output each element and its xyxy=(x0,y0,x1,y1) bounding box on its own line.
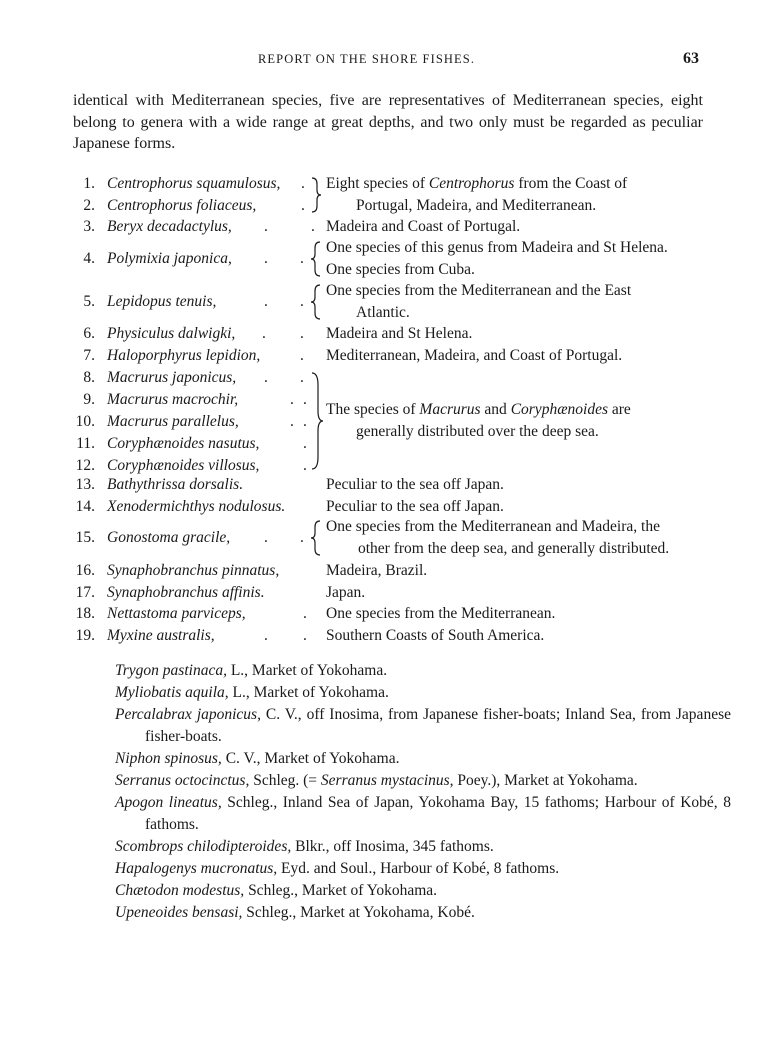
species-name: Coryphænoides nasutus, xyxy=(107,435,260,452)
distribution: One species of this genus from Madeira and St Helena. xyxy=(326,239,668,256)
distribution-continued: Portugal, Madeira, and Mediterranean. xyxy=(356,197,597,214)
species-name: Beryx decadactylus, xyxy=(107,218,232,235)
row-number: 16. xyxy=(75,562,95,579)
leader-dot: . xyxy=(300,369,304,386)
leader-dot: . xyxy=(300,250,304,267)
distribution: Southern Coasts of South America. xyxy=(326,627,545,644)
row-number: 1. xyxy=(83,175,95,192)
distribution: Madeira and St Helena. xyxy=(326,325,473,342)
leader-dot: . xyxy=(303,605,307,622)
leader-dot: . xyxy=(300,293,304,310)
list-item: Chætodon modestus, Schleg., Market of Yokohama. xyxy=(115,882,438,899)
distribution: One species from the Mediterranean. xyxy=(326,605,556,622)
list-item: Trygon pastinaca, L., Market of Yokohama. xyxy=(115,662,388,679)
leader-dot: . xyxy=(301,197,305,214)
distribution-continued: Atlantic. xyxy=(356,304,410,321)
leader-dot: . xyxy=(303,457,307,474)
distribution-continued: generally distributed over the deep sea. xyxy=(356,423,599,440)
row-number: 12. xyxy=(75,457,95,474)
species-name: Lepidopus tenuis, xyxy=(107,293,217,310)
species-name: Synaphobranchus affinis. xyxy=(107,584,265,601)
brace-close-icon xyxy=(310,176,322,214)
distribution: One species from the Mediterranean and the East xyxy=(326,282,632,299)
row-number: 19. xyxy=(75,627,95,644)
distribution: Madeira, Brazil. xyxy=(326,562,428,579)
leader-dot: . xyxy=(303,627,307,644)
distribution: Peculiar to the sea off Japan. xyxy=(326,476,504,493)
row-number: 10. xyxy=(75,413,95,430)
brace-open-icon xyxy=(310,283,322,321)
distribution: One species from Cuba. xyxy=(326,261,475,278)
row-number: 14. xyxy=(75,498,95,515)
species-name: Haloporphyrus lepidion, xyxy=(107,347,261,364)
species-name: Myxine australis, xyxy=(107,627,215,644)
row-number: 11. xyxy=(76,435,95,452)
leader-dot: . xyxy=(264,218,268,235)
distribution: Japan. xyxy=(326,584,366,601)
distribution: One species from the Mediterranean and Madeira, the xyxy=(326,518,660,535)
row-number: 8. xyxy=(83,369,95,386)
leader-dot: . xyxy=(290,413,294,430)
species-name: Bathythrissa dorsalis. xyxy=(107,476,244,493)
list-item: Scombrops chilodipteroides, Blkr., off Inosima, 345 fathoms. xyxy=(115,838,494,855)
list-item: Percalabrax japonicus, C. V., off Inosima, from Japanese fisher-boats; Inland Sea, from Japanese fisher-boats. xyxy=(115,706,731,745)
species-name: Synaphobranchus pinnatus, xyxy=(107,562,280,579)
species-name: Polymixia japonica, xyxy=(107,250,232,267)
leader-dot: . xyxy=(264,529,268,546)
leader-dot: . xyxy=(264,627,268,644)
species-name: Macrurus japonicus, xyxy=(107,369,237,386)
brace-close-icon xyxy=(310,371,324,471)
distribution: Eight species of Centrophorus from the Coast of xyxy=(326,175,628,192)
species-name: Coryphænoides villosus, xyxy=(107,457,260,474)
row-number: 3. xyxy=(83,218,95,235)
brace-open-icon xyxy=(310,240,322,278)
leader-dot: . xyxy=(264,369,268,386)
distribution: Mediterranean, Madeira, and Coast of Portugal. xyxy=(326,347,623,364)
row-number: 17. xyxy=(75,584,95,601)
list-item: Apogon lineatus, Schleg., Inland Sea of Japan, Yokohama Bay, 15 fathoms; Harbour of Kobé, 8 fathoms. xyxy=(115,794,731,833)
leader-dot: . xyxy=(264,250,268,267)
species-name: Physiculus dalwigki, xyxy=(107,325,236,342)
leader-dot: . xyxy=(264,293,268,310)
leader-dot: . xyxy=(300,325,304,342)
row-number: 13. xyxy=(75,476,95,493)
page-header xyxy=(0,50,776,72)
leader-dot: . xyxy=(303,391,307,408)
fish-list xyxy=(0,660,776,924)
list-item: Niphon spinosus, C. V., Market of Yokohama. xyxy=(115,750,400,767)
leader-dot: . xyxy=(300,529,304,546)
species-name: Macrurus macrochir, xyxy=(107,391,239,408)
page-number: 63 xyxy=(683,50,699,67)
leader-dot: . xyxy=(300,347,304,364)
leader-dot: . xyxy=(311,218,315,235)
species-name: Nettastoma parviceps, xyxy=(107,605,246,622)
row-number: 18. xyxy=(75,605,95,622)
species-name: Centrophorus foliaceus, xyxy=(107,197,257,214)
distribution: Peculiar to the sea off Japan. xyxy=(326,498,504,515)
row-number: 15. xyxy=(75,529,95,546)
row-number: 2. xyxy=(83,197,95,214)
distribution: The species of Macrurus and Coryphænoides are xyxy=(326,401,631,418)
brace-open-icon xyxy=(310,519,322,557)
species-name: Macrurus parallelus, xyxy=(107,413,239,430)
row-number: 5. xyxy=(83,293,95,310)
species-name: Xenodermichthys nodulosus. xyxy=(107,498,286,515)
list-item: Upeneoides bensasi, Schleg., Market at Yokohama, Kobé. xyxy=(115,904,475,921)
row-number: 4. xyxy=(83,250,95,267)
intro-paragraph: identical with Mediterranean species, five are representatives of Mediterranean species, eight belong to genera with a wide range at great depths, and two only must be regarded as peculiar Japanese forms. xyxy=(73,92,703,152)
list-item: Myliobatis aquila, L., Market of Yokohama. xyxy=(115,684,389,701)
list-item: Hapalogenys mucronatus, Eyd. and Soul., Harbour of Kobé, 8 fathoms. xyxy=(115,860,560,877)
species-name: Centrophorus squamulosus, xyxy=(107,175,281,192)
species-name: Gonostoma gracile, xyxy=(107,529,231,546)
leader-dot: . xyxy=(301,175,305,192)
distribution-continued: other from the deep sea, and generally distributed. xyxy=(358,540,670,557)
row-number: 6. xyxy=(83,325,95,342)
row-number: 9. xyxy=(83,391,95,408)
distribution: Madeira and Coast of Portugal. xyxy=(326,218,521,235)
list-item: Serranus octocinctus, Schleg. (= Serranus mystacinus, Poey.), Market at Yokohama. xyxy=(115,772,638,789)
leader-dot: . xyxy=(303,435,307,452)
leader-dot: . xyxy=(290,391,294,408)
leader-dot: . xyxy=(303,413,307,430)
row-number: 7. xyxy=(83,347,95,364)
leader-dot: . xyxy=(262,325,266,342)
running-title: REPORT ON THE SHORE FISHES. xyxy=(258,52,476,66)
